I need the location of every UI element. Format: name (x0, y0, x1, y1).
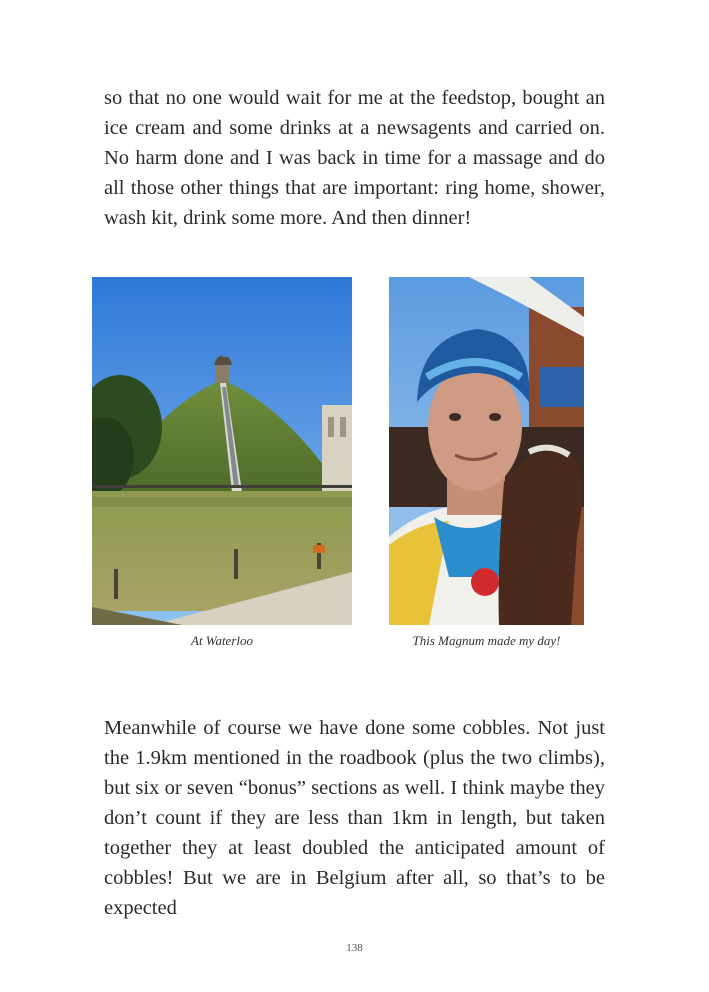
waterloo-photo (92, 277, 352, 625)
selfie-photo (389, 277, 584, 625)
page-number: 138 (346, 942, 363, 954)
paragraph-top: so that no one would wait for me at the feedstop, bought an ice cream and some drinks at a newsagents and carried on. No harm done and I was back in time for a massage and do all those other things that are important: ring home, shower, wash kit, drink some more. And then dinner! (104, 87, 605, 229)
figure-caption-magnum: This Magnum made my day! (412, 633, 561, 648)
paragraph-bottom: Meanwhile of course we have done some cobbles. Not just the 1.9km mentioned in the roadbook (plus the two climbs), but six or seven “bonus” sections as well. I think maybe they don’t count if they are less than 1km in length, but taken together they at least doubled the anticipated amount of cobbles! But we are in Belgium after all, so that’s to be expected (104, 717, 605, 919)
figure-caption-waterloo: At Waterloo (191, 633, 253, 648)
